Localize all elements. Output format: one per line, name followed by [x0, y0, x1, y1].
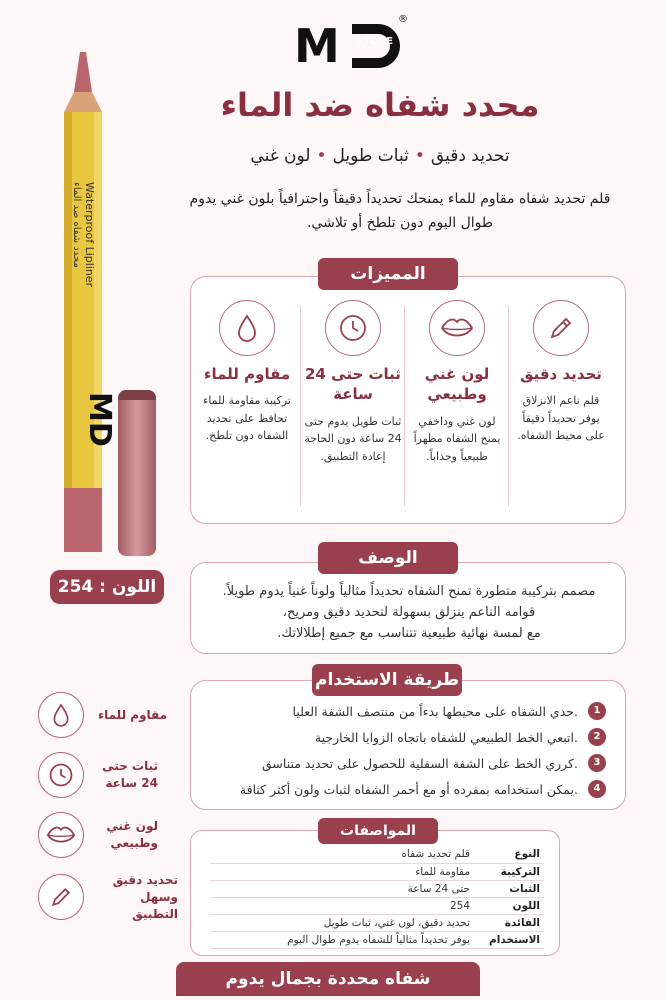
pencil-text-ar: محدد شفاه ضد الماء [71, 182, 82, 268]
step-number: 2 [588, 728, 606, 746]
tagline-item: لون غني [250, 146, 311, 166]
spec-key: التركيبة [474, 863, 544, 880]
pencil-cap-image [118, 390, 156, 556]
description-text [200, 582, 618, 644]
spec-value: حتى 24 ساعة [210, 880, 474, 897]
tagline-item: ثبات طويل [332, 146, 409, 166]
pencil-text-en: Waterproof Lipliner [83, 182, 96, 288]
clock-icon [38, 752, 84, 798]
usage-step [293, 702, 606, 720]
lips-icon [429, 300, 485, 356]
side-label: مقاوم للماء [98, 707, 168, 722]
spec-value: قلم تحديد شفاه [210, 846, 474, 863]
side-label: تحديد دقيق وسهل التطبيق [112, 873, 178, 921]
divider [300, 306, 301, 506]
table-row [210, 880, 544, 897]
spec-key: الاستخدام [474, 931, 544, 948]
pencil-icon [533, 300, 589, 356]
table-row [210, 846, 544, 863]
side-label: لون غني وطبيعي [106, 819, 158, 850]
side-label: ثبات حتى 24 ساعة [102, 759, 158, 790]
feature-name: لون غني وطبيعي [424, 365, 490, 404]
page-title: محدد شفاه ضد الماء [220, 86, 540, 124]
usage-step [262, 754, 606, 772]
feature-name: مقاوم للماء [203, 365, 291, 383]
feature-name: ثبات حتى 24 ساعة [305, 365, 401, 404]
feature-name: تحديد دقيق [520, 365, 602, 383]
description-line: مع لمسة نهائية طبيعية تتناسب مع جميع إطلالاتك. [277, 625, 541, 641]
usage-step [315, 728, 606, 746]
footer-banner: شفاه محددة بجمال يدوم [176, 962, 480, 996]
clock-icon [325, 300, 381, 356]
registered-mark: ® [398, 14, 408, 25]
features-heading: المميزات [318, 258, 458, 290]
color-badge: اللون : 254 [50, 570, 164, 604]
step-number: 3 [588, 754, 606, 772]
feature-desc: قلم ناعم الانزلاق يوفر تحديداً دقيقاً على محيط الشفاه. [517, 394, 605, 443]
step-text: حدي الشفاه على محيطها بدءاً من منتصف الشفة العليا. [292, 703, 578, 719]
feature-desc: ثبات طويل يدوم حتى 24 ساعة دون الحاجة إعادة التطبيق. [304, 414, 402, 463]
divider [404, 306, 405, 506]
step-number: 1 [588, 702, 606, 720]
side-feature-color [38, 812, 158, 858]
step-text: كرري الخط على الشفة السفلية للحصول على تحديد متناسق. [261, 755, 578, 771]
droplet-icon [219, 300, 275, 356]
spec-key: اللون [474, 897, 544, 914]
feature-color [408, 300, 506, 465]
lips-icon [38, 812, 84, 858]
feature-desc: لون غني وداخفي يمنح الشفاه مظهراً طبيعياً وجذاباً. [413, 414, 501, 463]
feature-lasting [304, 300, 402, 465]
step-text: يمكن استخدامه بمفرده أو مع أحمر الشفاه لثبات ولون أكثر كثافة. [239, 781, 578, 797]
spec-value: 254 [210, 897, 474, 914]
intro-paragraph: قلم تحديد شفاه مقاوم للماء يمنحك تحديداً دقيقاً واحترافياً بلون غني يدوم طوال اليوم دون تلطخ أو تلاشي. [189, 191, 611, 231]
specs-heading: المواصفات [318, 818, 438, 844]
description-line: قوامه الناعم ينزلق بسهولة لتحديد دقيق ومريح، [282, 604, 536, 620]
side-feature-precise [38, 872, 178, 922]
step-number: 4 [588, 780, 606, 798]
feature-desc: تركيبة مقاومة للماء تحافظ على تحديد الشفاه دون تلطخ. [203, 394, 291, 443]
droplet-icon [38, 692, 84, 738]
logo-store-text: STORE [356, 36, 394, 47]
spec-value: يوفر تحديداً مثالياً للشفاه يدوم طوال اليوم [210, 931, 474, 948]
spec-key: الفائدة [474, 914, 544, 931]
table-row [210, 931, 544, 948]
lipliner-pencil-image [62, 52, 117, 556]
side-feature-lasting [38, 752, 158, 798]
usage-heading: طريقة الاستخدام [312, 664, 462, 696]
svg-text:M: M [294, 19, 340, 73]
feature-precise [512, 300, 610, 445]
spec-value: تحديد دقيق، لون غني، ثبات طويل [210, 914, 474, 931]
usage-step [240, 780, 606, 798]
svg-text:MD: MD [82, 392, 117, 447]
tagline: تحديد دقيق•ثبات طويل•لون غني [250, 146, 510, 166]
step-text: اتبعي الخط الطبيعي للشفاه باتجاه الزوايا الخارجية. [314, 729, 578, 745]
feature-waterproof [198, 300, 296, 445]
tagline-item: تحديد دقيق [430, 146, 510, 166]
table-row [210, 897, 544, 914]
table-row [210, 914, 544, 931]
table-row [210, 863, 544, 880]
spec-key: النوع [474, 846, 544, 863]
pencil-icon [38, 874, 84, 920]
side-feature-waterproof [38, 692, 167, 738]
description-line: مصمم بتركيبة متطورة تمنح الشفاه تحديداً مثالياً ولوناً غنياً يدوم طويلاً. [222, 584, 596, 599]
divider [508, 306, 509, 506]
description-heading: الوصف [318, 542, 458, 574]
spec-value: مقاومة للماء [210, 863, 474, 880]
brand-logo [290, 14, 410, 74]
spec-key: الثبات [474, 880, 544, 897]
specs-table [210, 846, 544, 949]
